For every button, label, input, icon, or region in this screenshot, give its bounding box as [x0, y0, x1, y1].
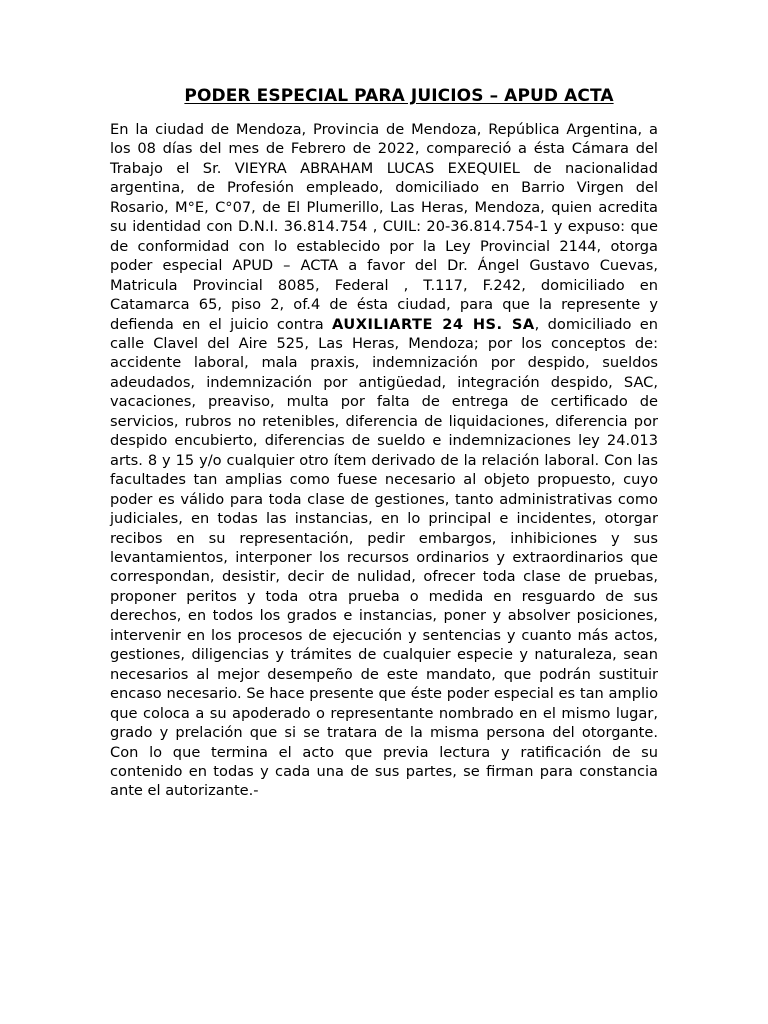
document-title: PODER ESPECIAL PARA JUICIOS – APUD ACTA	[184, 86, 614, 106]
document-body	[110, 120, 658, 801]
defendant-name: AUXILIARTE 24 HS. SA	[332, 315, 535, 333]
body-text-part-2: , domiciliado en calle Clavel del Aire 525, Las Heras, Mendoza; por los conceptos de: accidente laboral, mala praxis, indemnización por despido, sueldos adeudados, indemnización por antigüedad, integración despido, SAC, vacaciones, preaviso, multa por falta de entrega de certificado de servicios, rubros no retenibles, diferencia de liquidaciones, diferencia por despido encubierto, diferencias de sueldo e indemnizaciones ley 24.013 arts. 8 y 15 y/o cualquier otro ítem derivado de la relación laboral. Con las facultades tan amplias como fuese necesario al objeto propuesto, cuyo poder es válido para toda clase de gestiones, tanto administrativas como judiciales, en todas las instancias, en lo principal e incidentes, otorgar recibos en su representación, pedir embargos, inhibiciones y sus levantamientos, interponer los recursos ordinarios y extraordinarios que correspondan, desistir, decir de nulidad, ofrecer toda clase de pruebas, proponer peritos y toda otra prueba o medida en resguardo de sus derechos, en todos los grados e instancias, poner y absolver posiciones, intervenir en los procesos de ejecución y sentencias y cuanto más actos, gestiones, diligencias y trámites de cualquier especie y naturaleza, sean necesarios al mejor desempeño de este mandato, que podrán sustituir encaso necesario. Se hace presente que éste poder especial es tan amplio que coloca a su apoderado o representante nombrado en el mismo lugar, grado y prelación que si se tratara de la misma persona del otorgante. Con lo que termina el acto que previa lectura y ratificación de su contenido en todas y cada una de sus partes, se firman para constancia ante el autorizante.-	[110, 315, 658, 800]
body-text-part-1: En la ciudad de Mendoza, Provincia de Mendoza, República Argentina, a los 08 días del mes de Febrero de 2022, compareció a ésta Cámara del Trabajo el Sr. VIEYRA ABRAHAM LUCAS EXEQUIEL de nacionalidad argentina, de Profesión empleado, domiciliado en Barrio Virgen del Rosario, M°E, C°07, de El Plumerillo, Las Heras, Mendoza, quien acredita su identidad con D.N.I. 36.814.754 , CUIL: 20-36.814.754-1 y expuso: que de conformidad con lo establecido por la Ley Provincial 2144, otorga poder especial APUD – ACTA a favor del Dr. Ángel Gustavo Cuevas, Matricula Provincial 8085, Federal , T.117, F.242, domiciliado en Catamarca 65, piso 2, of.4 de ésta ciudad, para que la represente y defienda en el juicio contra	[110, 121, 658, 333]
